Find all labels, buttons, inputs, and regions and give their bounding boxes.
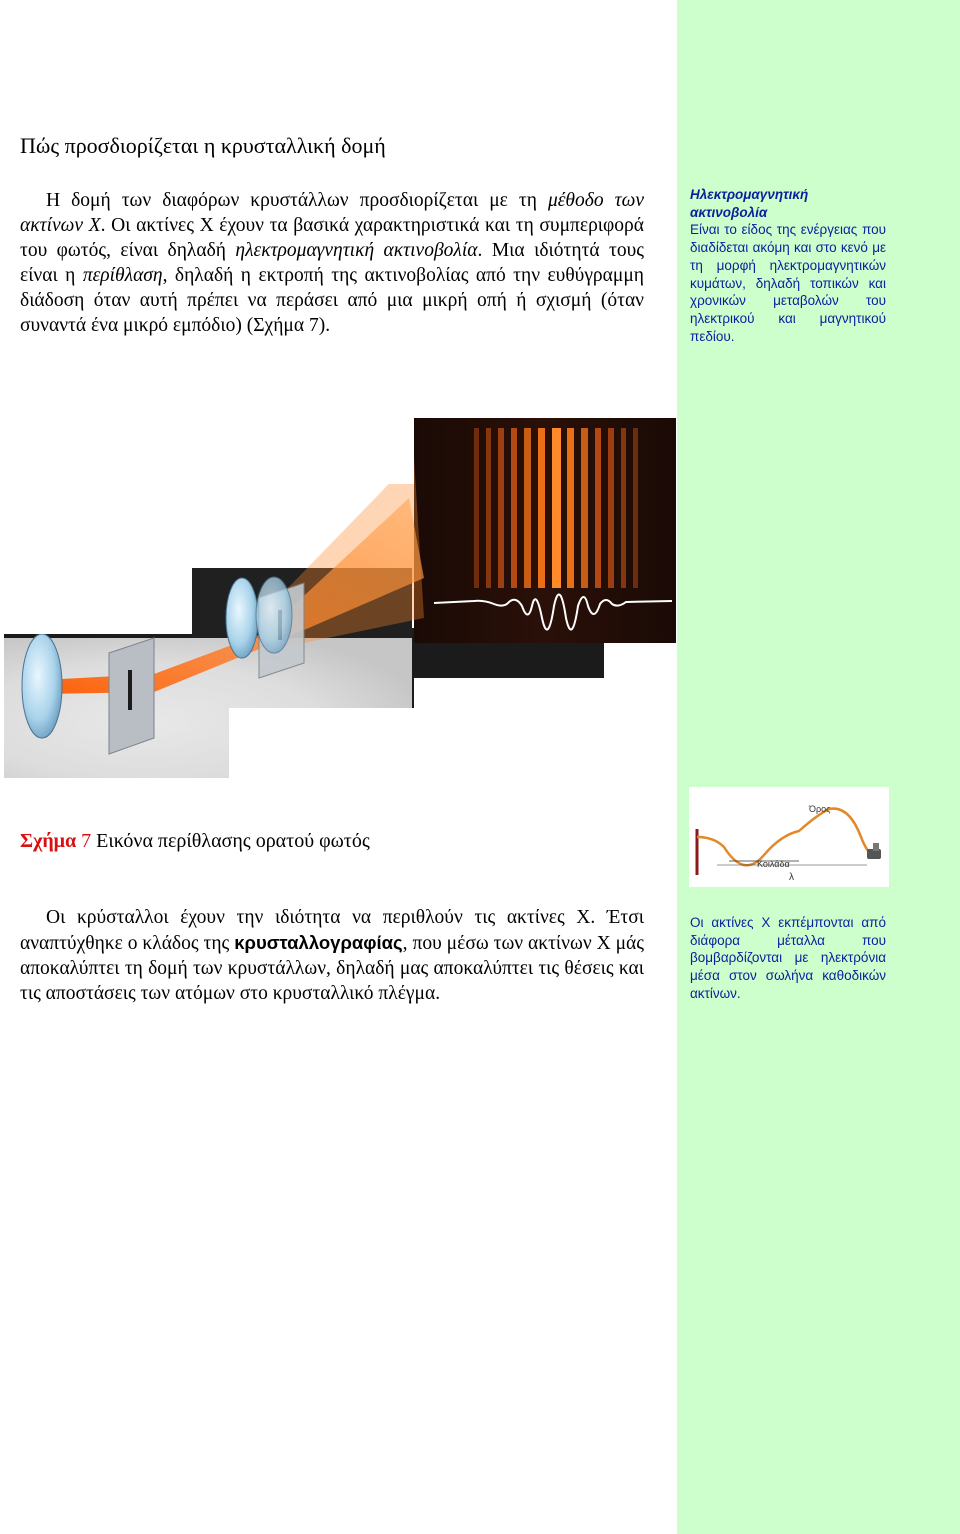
side-note-em-radiation xyxy=(690,186,886,345)
side-note-term: Ηλεκτρομαγνητική ακτινοβολία xyxy=(690,187,809,220)
middle-lens xyxy=(226,578,258,658)
para1-text-1: Η δομή των διαφόρων κρυστάλλων προσδιορίζεται με τη xyxy=(46,190,548,211)
para1-text-2: . Οι ακτίνες Χ έχουν τα βασικά χαρακτηριστικά και τη συμπεριφορά του φωτός, είναι δηλαδή xyxy=(20,215,644,261)
term-diffraction: περίθλαση xyxy=(82,265,163,286)
term-xray-method: μέθοδο των ακτίνων Χ xyxy=(20,190,644,236)
wavelength-label: λ xyxy=(789,872,794,883)
side-note-xray-text: Οι ακτίνες Χ εκπέμπονται από διάφορα μέταλλα που βομβαρδίζονται με ηλεκτρόνια μέσα στον σωλήνα καθοδικών ακτίνων. xyxy=(690,915,886,1001)
slit xyxy=(128,670,132,710)
side-note-definition: Είναι το είδος της ενέργειας που διαδίδεται ακόμη και στο κενό με τη μορφή ηλεκτρομαγνητικών κυμάτων, δηλαδή τοπικών και χρονικών μεταβολών του ηλεκτρικού και μαγνητικού πεδίου. xyxy=(690,222,886,344)
para1-text-3: . Μια ιδιότητά τους είναι η xyxy=(20,240,644,286)
para1-text-4: , δηλαδή η εκτροπή της ακτινοβολίας από την ευθύγραμμη διάδοση όταν αυτή πρέπει να περάσει από μια μικρή οπή ή σχισμή (όταν συναντά ένα μικρό εμπόδιο) (Σχήμα 7). xyxy=(20,265,644,336)
intro-paragraph xyxy=(20,188,644,338)
crest-label: Όρος xyxy=(809,804,831,814)
caption-number: 7 xyxy=(81,830,92,852)
blank-top-left xyxy=(4,418,414,484)
section-heading: Πώς προσδιορίζεται η κρυσταλλική δομή xyxy=(20,133,386,158)
blank-left xyxy=(4,484,192,634)
figure-caption xyxy=(20,830,370,853)
focusing-lens xyxy=(256,577,292,653)
caption-text: Εικόνα περίθλασης ορατού φωτός xyxy=(96,830,370,852)
side-note-xray-emission xyxy=(690,914,886,1003)
diffraction-figure xyxy=(4,418,676,778)
diffraction-fringes xyxy=(474,428,638,588)
crystallography-paragraph xyxy=(20,905,644,1006)
wave-diagram xyxy=(689,787,889,887)
source-lens xyxy=(22,634,62,738)
para2-text-1: Οι κρύσταλλοι έχουν την ιδιότητα να περιθλούν τις ακτίνες Χ. Έτσι αναπτύχθηκε ο κλάδος της xyxy=(20,907,644,954)
term-em-radiation: ηλεκτρομαγνητική ακτινοβολία xyxy=(235,240,478,261)
term-crystallography: κρυσταλλογραφίας xyxy=(234,932,403,953)
blank-bottom-right xyxy=(604,643,676,778)
trough-label: Κοιλάδα xyxy=(757,859,790,869)
blank-bottom-mid xyxy=(414,678,604,778)
caption-label: Σχήμα xyxy=(20,830,77,852)
blank-bottom-center xyxy=(229,708,414,778)
para2-text-2: , που μέσω των ακτίνων Χ μάς αποκαλύπτει τη δομή των κρυστάλλων, δηλαδή μας αποκαλύπτει τις θέσεις και τις αποστάσεις των ατόμων στο κρυσταλλικό πλέγμα. xyxy=(20,933,644,1004)
